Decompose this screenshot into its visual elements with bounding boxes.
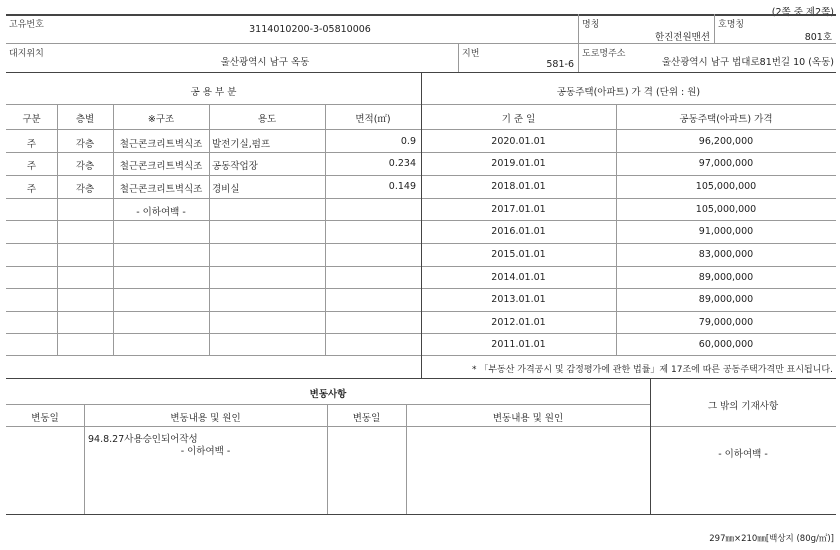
price-row-value: 91,000,000: [698, 226, 754, 237]
changes-entry: 94.8.27사용승인되어작성: [88, 434, 198, 445]
changes-title: 변동사항: [309, 389, 347, 400]
unit-label: 호명칭: [718, 20, 745, 30]
common-title: 공 용 부 분: [190, 87, 237, 98]
name-value: 한진전원맨션: [654, 32, 710, 43]
common-row-area: 0.149: [388, 181, 416, 192]
price-row-date: 2013.01.01: [491, 294, 546, 305]
changes-col-content: 변동내용 및 원인: [492, 413, 564, 424]
other-end-note: - 이하여백 -: [718, 449, 768, 460]
price-row-date: 2012.01.01: [491, 317, 546, 328]
lot-value: 581-6: [546, 59, 574, 70]
common-row-floor: 각층: [75, 161, 95, 172]
price-row-value: 105,000,000: [695, 181, 757, 192]
id-value: 3114010200-3-05810006: [249, 24, 371, 35]
id-label: 고유번호: [9, 20, 44, 30]
price-row-value: 97,000,000: [698, 158, 754, 169]
changes-title-line: [6, 404, 650, 405]
price-title: 공동주택(아파트) 가 격 (단위 : 원): [556, 87, 701, 98]
header-top-border: [6, 14, 836, 16]
changes-col-date: 변동일: [352, 413, 381, 424]
col-divider: [209, 104, 210, 355]
col-header-price: 공동주택(아파트) 가격: [679, 114, 773, 125]
price-row-date: 2019.01.01: [491, 158, 546, 169]
table-bottom-border: [6, 378, 836, 379]
changes-end-note: - 이하여백 -: [180, 446, 231, 457]
common-row-area: 0.234: [388, 158, 416, 169]
name-label: 명칭: [582, 20, 600, 30]
header-divider: [714, 14, 715, 43]
price-row-date: 2016.01.01: [491, 226, 546, 237]
road-label: 도로명주소: [582, 49, 626, 59]
col-header-use: 용도: [257, 114, 277, 125]
price-row-date: 2018.01.01: [491, 181, 546, 192]
changes-bottom-border: [6, 514, 836, 515]
price-footnote: * 「부동산 가격공시 및 감정평가에 관한 법률」제 17조에 따른 공동주택가격만 표시됩니다.: [471, 365, 833, 375]
price-row-value: 60,000,000: [698, 339, 754, 350]
unit-value: 801호: [804, 32, 832, 43]
common-row-structure: 철근콘크리트벽식조: [119, 184, 203, 195]
price-row-value: 96,200,000: [698, 136, 754, 147]
changes-col-content: 변동내용 및 원인: [170, 413, 241, 424]
header-divider: [458, 43, 459, 72]
price-row-value: 83,000,000: [698, 249, 754, 260]
price-row-date: 2017.01.01: [491, 204, 546, 215]
common-row-use: 발전기실,펌프: [212, 139, 271, 150]
common-end-note: - 이하여백 -: [136, 207, 186, 218]
changes-col-date: 변동일: [31, 413, 59, 424]
site-value: 울산광역시 남구 옥동: [220, 57, 310, 68]
col-header-area: 면적(㎡): [355, 114, 391, 125]
header-divider: [578, 43, 579, 72]
price-row-date: 2014.01.01: [491, 272, 546, 283]
price-row-value: 89,000,000: [698, 294, 754, 305]
site-label: 대지위치: [9, 49, 44, 59]
price-row-date: 2020.01.01: [491, 136, 546, 147]
price-row-date: 2011.01.01: [491, 339, 546, 350]
col-header-structure: ※구조: [147, 114, 175, 125]
paper-note: 297㎜×210㎜[백상지 (80g/㎡)]: [709, 534, 834, 544]
common-row-floor: 각층: [75, 139, 95, 150]
common-row-type: 주: [26, 184, 37, 195]
price-row-value: 89,000,000: [698, 272, 754, 283]
common-row-use: 경비실: [212, 184, 240, 195]
header-divider: [578, 14, 579, 43]
price-row-value: 79,000,000: [698, 317, 754, 328]
changes-header-line: [6, 426, 836, 427]
col-header-date: 기 준 일: [501, 114, 536, 125]
header-mid-line: [6, 43, 836, 44]
page-indicator: (2쪽 중 제2쪽): [771, 7, 834, 18]
common-row-structure: 철근콘크리트벽식조: [119, 139, 203, 150]
common-row-type: 주: [26, 139, 37, 150]
common-row-area: 0.9: [400, 136, 416, 147]
col-header-type: 구분: [22, 114, 41, 125]
price-row-date: 2015.01.01: [491, 249, 546, 260]
price-row-value: 105,000,000: [695, 204, 757, 215]
common-row-use: 공동작업장: [212, 161, 258, 172]
lot-label: 지번: [462, 49, 480, 59]
common-row-structure: 철근콘크리트벽식조: [119, 161, 203, 172]
road-value: 울산광역시 남구 법대로81번길 10 (옥동): [661, 57, 834, 68]
other-title: 그 밖의 기재사항: [707, 401, 779, 412]
common-row-floor: 각층: [75, 184, 95, 195]
col-header-floor: 층별: [75, 114, 95, 125]
common-row-type: 주: [26, 161, 37, 172]
